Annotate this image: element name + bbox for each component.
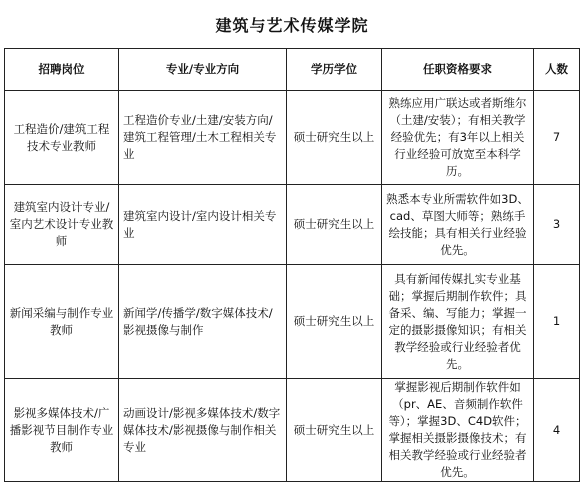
cell-requirements: 熟悉本专业所需软件如3D、cad、草图大师等；熟练手绘技能；具有相关行业经验优先。: [382, 185, 534, 265]
cell-requirements: 具有新闻传媒扎实专业基础；掌握后期制作软件；具备采、编、写能力；掌握一定的摄影摄像知识；有相关教学经验或行业经验者优先。: [382, 265, 534, 379]
cell-position: 影视多媒体技术/广播影视节目制作专业教师: [5, 379, 119, 482]
table-row: [5, 185, 580, 265]
cell-position: 建筑室内设计专业/室内艺术设计专业教师: [5, 185, 119, 265]
cell-degree: 硕士研究生以上: [287, 265, 382, 379]
cell-degree: 硕士研究生以上: [287, 91, 382, 185]
header-position: 招聘岗位: [5, 49, 119, 91]
header-requirements: 任职资格要求: [382, 49, 534, 91]
table-header-row: [5, 49, 580, 91]
cell-major: 工程造价专业/土建/安装方向/建筑工程管理/土木工程相关专业: [119, 91, 287, 185]
cell-major: 动画设计/影视多媒体技术/数字媒体技术/影视摄像与制作相关专业: [119, 379, 287, 482]
table-row: [5, 379, 580, 482]
cell-requirements: 掌握影视后期制作软件如（pr、AE、音频制作软件等）；掌握3D、C4D软件；掌握相关摄影摄像技术；有相关教学经验或行业经验者优先。: [382, 379, 534, 482]
header-degree: 学历学位: [287, 49, 382, 91]
page-title: 建筑与艺术传媒学院: [215, 16, 369, 35]
cell-count: 4: [534, 379, 580, 482]
cell-count: 7: [534, 91, 580, 185]
cell-major: 建筑室内设计/室内设计相关专业: [119, 185, 287, 265]
cell-count: 3: [534, 185, 580, 265]
cell-requirements: 熟练应用广联达或者斯维尔（土建/安装）；有相关教学经验优先；有3年以上相关行业经验可放宽至本科学历。: [382, 91, 534, 185]
header-major: 专业/专业方向: [119, 49, 287, 91]
table-row: [5, 265, 580, 379]
cell-major: 新闻学/传播学/数字媒体技术/影视摄像与制作: [119, 265, 287, 379]
cell-degree: 硕士研究生以上: [287, 185, 382, 265]
table-row: [5, 91, 580, 185]
recruitment-table: [4, 48, 580, 482]
cell-count: 1: [534, 265, 580, 379]
cell-position: 新闻采编与制作专业教师: [5, 265, 119, 379]
cell-degree: 硕士研究生以上: [287, 379, 382, 482]
cell-position: 工程造价/建筑工程技术专业教师: [5, 91, 119, 185]
header-count: 人数: [534, 49, 580, 91]
